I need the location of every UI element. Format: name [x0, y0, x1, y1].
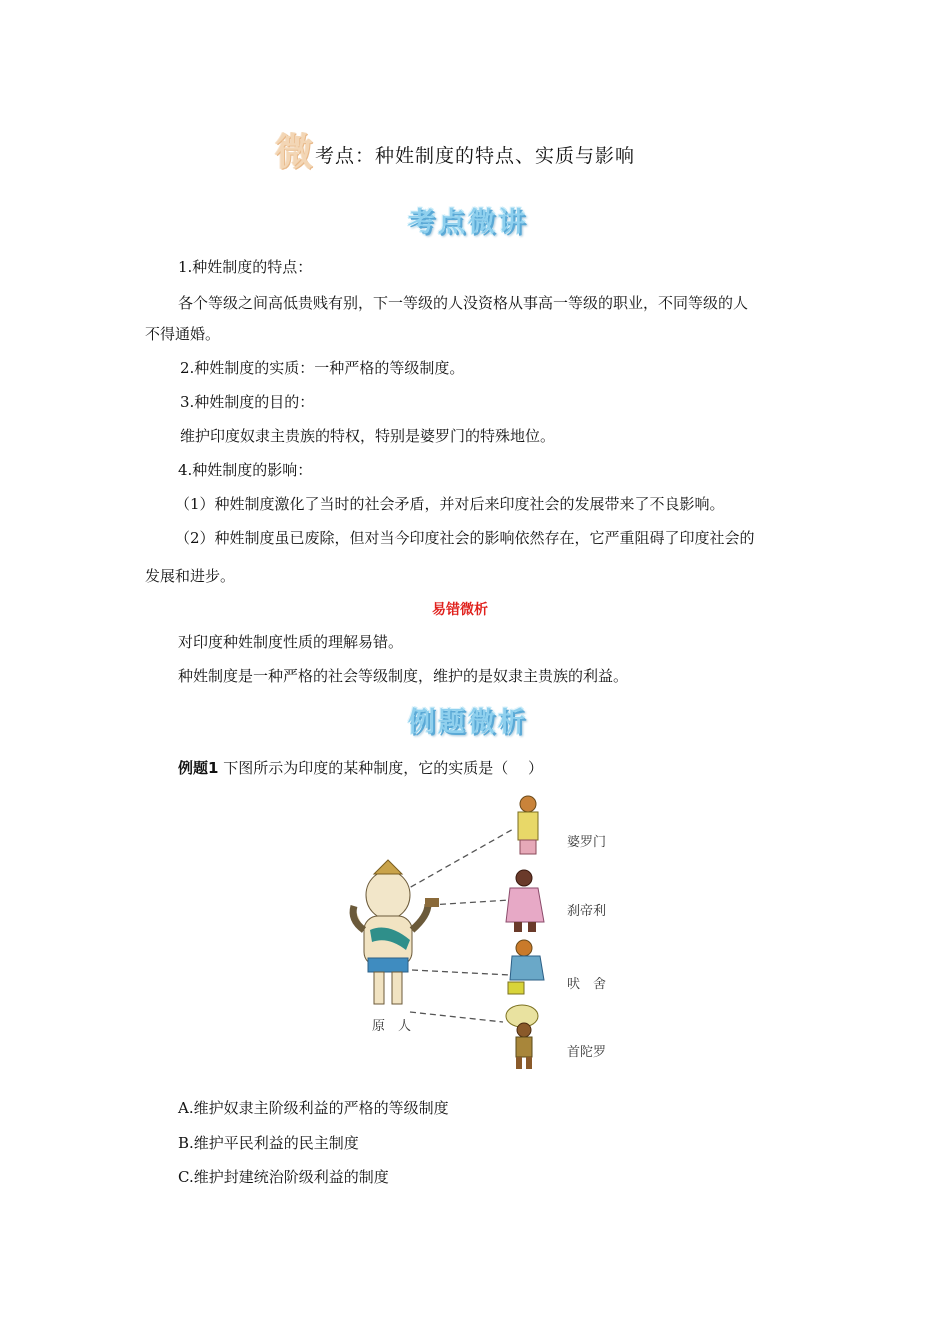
example-question [178, 758, 543, 778]
point-1-body-line-2: 不得通婚。 [145, 325, 221, 343]
origin-label: 原 人 [372, 1019, 412, 1034]
vaishya-figure [508, 940, 544, 994]
caste-label-shudra: 首陀罗 [567, 1045, 607, 1060]
point-1-body-line-1: 各个等级之间高低贵贱有别，下一等级的人没资格从事高一等级的职业，不同等级的人 [178, 294, 749, 312]
point-3-body: 维护印度奴隶主贵族的特权，特别是婆罗门的特殊地位。 [180, 427, 556, 445]
caste-label-vaishya: 吠 舍 [567, 977, 607, 992]
point-4-item-2-line-1: （2）种姓制度虽已废除，但对当今印度社会的影响依然存在，它严重阻碍了印度社会的 [175, 529, 755, 547]
liti-banner: 例题微析 [408, 707, 528, 738]
mistake-line-2: 种姓制度是一种严格的社会等级制度，维护的是奴隶主贵族的利益。 [178, 667, 629, 685]
purusha-figure [353, 860, 439, 1004]
brahmin-figure [518, 796, 538, 854]
point-4-item-1: （1）种姓制度激化了当时的社会矛盾，并对后来印度社会的发展带来了不良影响。 [175, 495, 725, 513]
caste-label-brahmin: 婆罗门 [567, 835, 607, 850]
shudra-figure [506, 1005, 538, 1069]
point-3-heading: 3.种姓制度的目的： [180, 393, 315, 411]
page-title [275, 128, 635, 172]
option-b: B.维护平民利益的民主制度 [178, 1134, 359, 1152]
point-4-heading: 4.种姓制度的影响： [178, 461, 313, 479]
example-question-text: 下图所示为印度的某种制度，它的实质是（ ） [218, 759, 543, 777]
point-4-item-2-line-2: 发展和进步。 [145, 567, 236, 585]
title-text: 考点：种姓制度的特点、实质与影响 [315, 145, 636, 167]
wei-decorative-char: 微 [275, 130, 314, 174]
caste-figure [340, 790, 640, 1080]
mistake-heading: 易错微析 [432, 602, 488, 618]
kshatriya-figure [506, 870, 544, 932]
example-label: 例题1 [178, 759, 219, 777]
caste-label-kshatriya: 刹帝利 [567, 904, 607, 919]
mistake-line-1: 对印度种姓制度性质的理解易错。 [178, 633, 404, 651]
kaodian-banner: 考点微讲 [408, 207, 528, 238]
option-a: A.维护奴隶主阶级利益的严格的等级制度 [178, 1099, 449, 1117]
option-c: C.维护封建统治阶级利益的制度 [178, 1168, 389, 1186]
point-2: 2.种姓制度的实质：一种严格的等级制度。 [180, 359, 465, 377]
point-1-heading: 1.种姓制度的特点： [178, 258, 313, 276]
